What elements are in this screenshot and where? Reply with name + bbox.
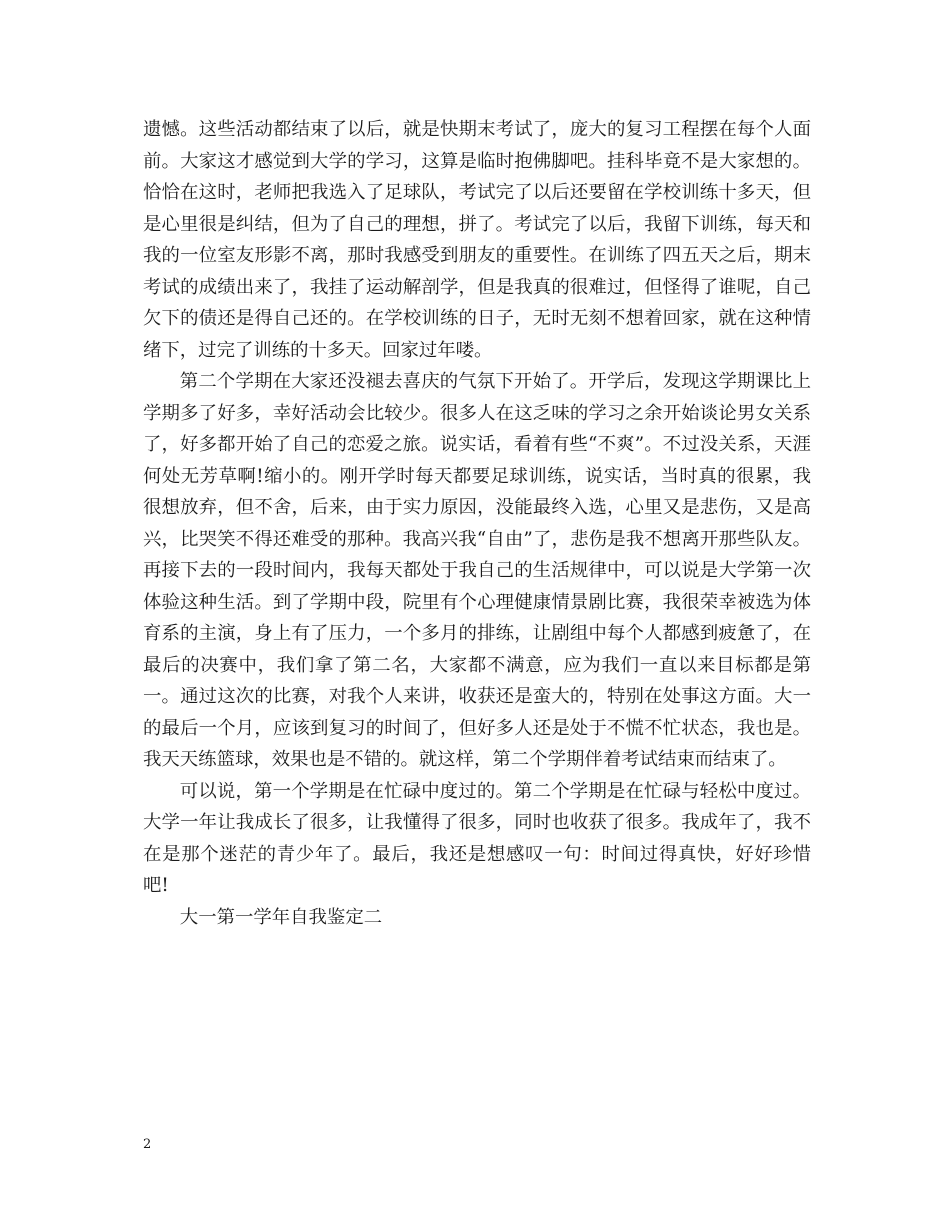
paragraph-1: 遗憾。这些活动都结束了以后，就是快期末考试了，庞大的复习工程摆在每个人面前。大家这才感觉到大学的学习，这算是临时抱佛脚吧。挂科毕竟不是大家想的。恰恰在这时，老师把我选入了足球队，考试完了以后还要留在学校训练十多天，但是心里很是纠结，但为了自己的理想，拼了。考试完了以后，我留下训练，每天和我的一位室友形影不离，那时我感受到朋友的重要性。在训练了四五天之后，期末考试的成绩出来了，我挂了运动解剖学，但是我真的很难过，但怪得了谁呢，自己欠下的债还是得自己还的。在学校训练的日子，无时无刻不想着回家，就在这种情绪下，过完了训练的十多天。回家过年喽。 (143, 119, 811, 361)
page-number: 2 (143, 1137, 152, 1152)
body-text (143, 114, 811, 933)
paragraph-2: 第二个学期在大家还没褪去喜庆的气氛下开始了。开学后，发现这学期课比上学期多了好多，幸好活动会比较少。很多人在这乏味的学习之余开始谈论男女关系了，好多都开始了自己的恋爱之旅。说实话，看着有些“不爽”。不过没关系，天涯何处无芳草啊!缩小的。刚开学时每天都要足球训练，说实话，当时真的很累，我很想放弃，但不舍，后来，由于实力原因，没能最终入选，心里又是悲伤，又是高兴，比哭笑不得还难受的那种。我高兴我“自由”了，悲伤是我不想离开那些队友。再接下去的一段时间内，我每天都处于我自己的生活规律中，可以说是大学第一次体验这种生活。到了学期中段，院里有个心理健康情景剧比赛，我很荣幸被选为体育系的主演，身上有了压力，一个多月的排练，让剧组中每个人都感到疲惫了，在最后的决赛中，我们拿了第二名，大家都不满意，应为我们一直以来目标都是第一。通过这次的比赛，对我个人来讲，收获还是蛮大的，特别在处事这方面。大一的最后一个月，应该到复习的时间了，但好多人还是处于不慌不忙状态，我也是。我天天练篮球，效果也是不错的。就这样，第二个学期伴着考试结束而结束了。 (143, 371, 811, 770)
section-heading: 大一第一学年自我鉴定二 (179, 906, 383, 928)
paragraph-3: 可以说，第一个学期是在忙碌中度过的。第二个学期是在忙碌与轻松中度过。大学一年让我成长了很多，让我懂得了很多，同时也收获了很多。我成年了，我不在是那个迷茫的青少年了。最后，我还是想感叹一句：时间过得真快，好好珍惜吧! (143, 780, 811, 896)
